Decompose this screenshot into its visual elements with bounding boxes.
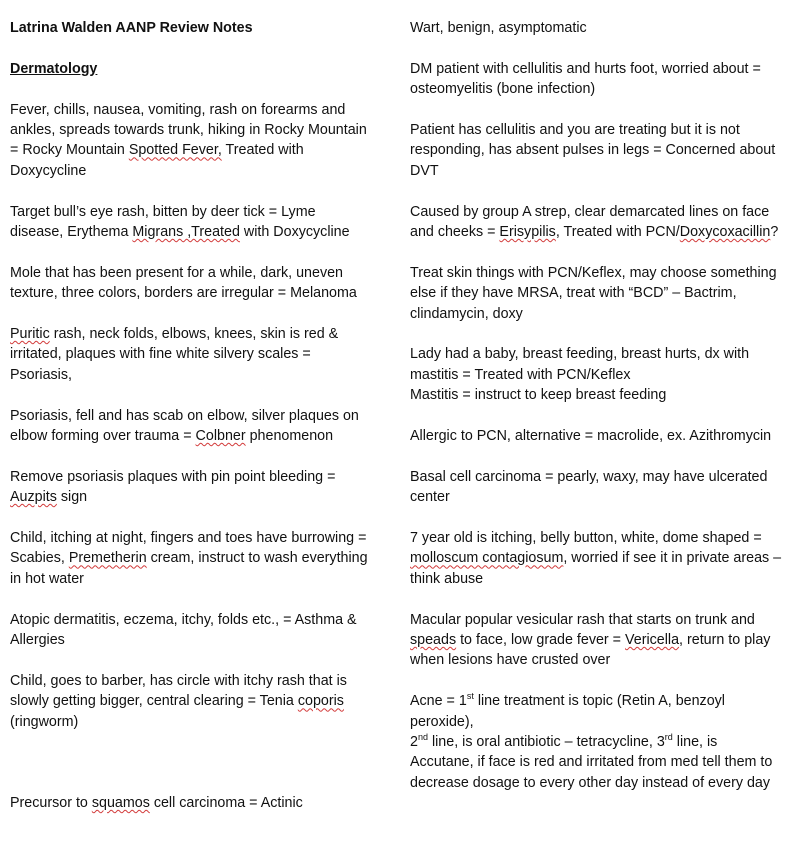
note-wart: Wart, benign, asymptomatic [410, 20, 587, 36]
note-mastitis: Lady had a baby, breast feeding, breast hurts, dx with mastitis = Treated with PCN/Keflex [410, 346, 750, 383]
left-column [10, 18, 370, 834]
note-erysipelas: Caused by group A strep, clear demarcated lines on face and cheeks = Erisypilis, Treated with PCN/Doxycoxacillin? [410, 203, 779, 241]
note-actinic: Precursor to squamos cell carcinoma = Actinic [10, 795, 303, 812]
note-auspitz: Remove psoriasis plaques with pin point bleeding = Auzpits sign [10, 468, 336, 506]
note-molluscum: 7 year old is itching, belly button, white, dome shaped = molloscum contagiosum, worried if see it in private areas – think abuse [410, 530, 782, 587]
note-scabies: Child, itching at night, fingers and toes have burrowing = Scabies, Premetherin cream, instruct to wash everything in hot water [10, 530, 368, 587]
section-heading: Dermatology [10, 60, 98, 77]
note-acne: Acne = 1st line treatment is topic (Retin A, benzoyl peroxide), 2nd line, is oral antibiotic – tetracycline, 3rd line, is Accutane, if face is red and irritated from med tell them to decrease dosage to every other day instead of every day [410, 691, 773, 791]
note-atopic-dermatitis: Atopic dermatitis, eczema, itchy, folds etc., = Asthma & Allergies [10, 611, 357, 649]
note-basal-cell: Basal cell carcinoma = pearly, waxy, may have ulcerated center [410, 468, 768, 506]
note-pcn-allergy: Allergic to PCN, alternative = macrolide, ex. Azithromycin [410, 428, 772, 445]
note-rocky-mountain: Fever, chills, nausea, vomiting, rash on forearms and ankles, spreads towards trunk, hiking in Rocky Mountain = Rocky Mountain Spotted Fever, Treated with Doxycycline [10, 101, 367, 179]
note-mastitis-instruction: Mastitis = instruct to keep breast feeding [410, 387, 667, 404]
note-psoriasis: Puritic rash, neck folds, elbows, knees, skin is red & irritated, plaques with fine white silvery scales = Psoriasis, [10, 326, 339, 383]
note-skin-treatment: Treat skin things with PCN/Keflex, may choose something else if they have MRSA, treat with “BCD” – Bactrim, clindamycin, doxy [410, 264, 777, 322]
note-lyme: Target bull’s eye rash, bitten by deer tick = Lyme disease, Erythema Migrans ,Treated with Doxycycline [10, 203, 350, 241]
note-koebner: Psoriasis, fell and has scab on elbow, silver plaques on elbow forming over trauma = Colbner phenomenon [10, 407, 359, 445]
document-title: Latrina Walden AANP Review Notes [10, 20, 253, 36]
note-ringworm: Child, goes to barber, has circle with itchy rash that is slowly getting bigger, central clearing = Tenia coporis (ringworm) [10, 672, 347, 730]
note-dvt: Patient has cellulitis and you are treating but it is not responding, has absent pulses in legs = Concerned about DVT [410, 122, 776, 179]
note-varicella: Macular popular vesicular rash that starts on trunk and speads to face, low grade fever = Vericella, return to play when lesions have crusted over [410, 611, 771, 669]
right-column [410, 18, 782, 793]
note-melanoma: Mole that has been present for a while, dark, uneven texture, three colors, borders are irregular = Melanoma [10, 264, 357, 302]
note-osteomyelitis: DM patient with cellulitis and hurts foot, worried about = osteomyelitis (bone infection) [410, 60, 761, 98]
